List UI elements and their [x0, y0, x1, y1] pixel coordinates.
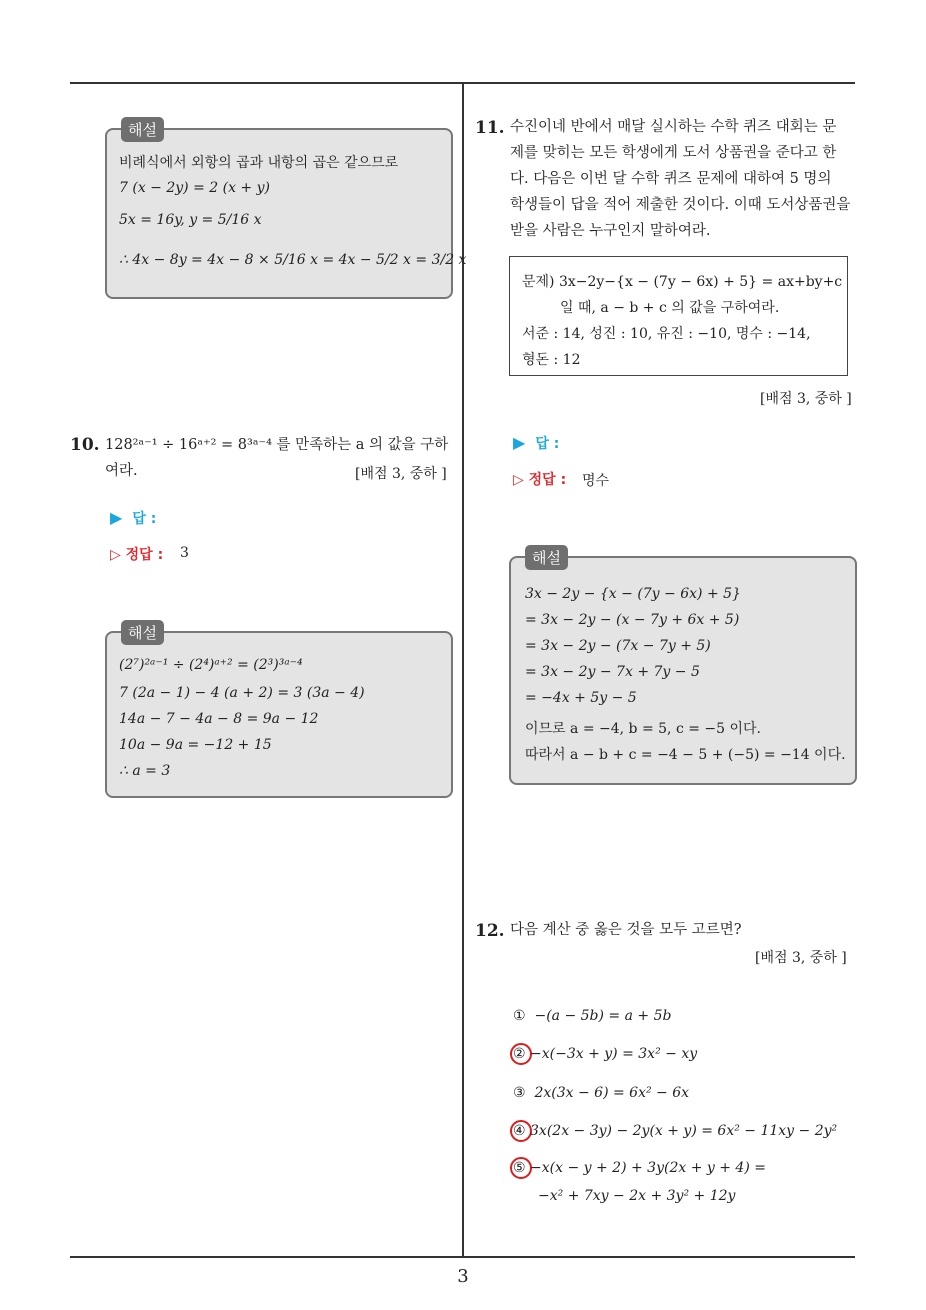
- hollow-play-icon: ▷: [110, 547, 126, 563]
- solution-tag: 해설: [121, 117, 164, 142]
- option-4[interactable]: ④ 3x(2x − 3y) − 2y(x + y) = 6x² − 11xy − 2y²: [513, 1123, 838, 1139]
- solution-tag: 해설: [525, 545, 568, 570]
- explanation-line: 따라서 a − b + c = −4 − 5 + (−5) = −14 이다.: [525, 747, 846, 763]
- explanation-box-q10: [105, 624, 453, 798]
- explanation-line: 7 (x − 2y) = 2 (x + y): [119, 180, 270, 196]
- score-meta: [배점 3, 중하 ]: [760, 391, 852, 407]
- answer-label: ▶ 답 :: [513, 433, 560, 452]
- question-number: 12.: [475, 921, 505, 941]
- solution-tag: 해설: [121, 620, 164, 645]
- score-meta: [배점 3, 중하 ]: [755, 950, 847, 966]
- option-2[interactable]: ② −x(−3x + y) = 3x² − xy: [513, 1046, 698, 1062]
- explanation-line: ∴ 4x − 8y = 4x − 8 × 5/16 x = 4x − 5/2 x = 3/2 x: [119, 252, 467, 268]
- option-3[interactable]: ③ 2x(3x − 6) = 6x² − 6x: [513, 1085, 690, 1101]
- hollow-play-icon: ▷: [513, 472, 529, 488]
- problem-line: 일 때, a − b + c 의 값을 구하여라.: [560, 300, 780, 316]
- correct-answer-value: 명수: [582, 473, 610, 489]
- question-text: 수진이네 반에서 매달 실시하는 수학 퀴즈 대회는 문 제를 맞히는 모든 학생에게 도서 상품권을 준다고 한 다. 다음은 이번 달 수학 퀴즈 문제에 대하여 5 명의 학생들이 답을 적어 제출한 것이다. 이때 도서상품권을 받을 사람은 누구인지 말하여라.: [510, 119, 851, 239]
- explanation-line: = 3x − 2y − (7x − 7y + 5): [525, 638, 711, 654]
- score-meta: [배점 3, 중하 ]: [355, 466, 447, 482]
- play-icon: ▶: [110, 508, 123, 527]
- explanation-line: ∴ a = 3: [119, 763, 171, 779]
- correct-answer-label: ▷ 정답 :: [110, 547, 164, 563]
- correct-answer-label: ▷ 정답 :: [513, 472, 567, 488]
- question-number: 10.: [70, 435, 100, 455]
- explanation-line: 3x − 2y − {x − (7y − 6x) + 5}: [525, 586, 741, 602]
- problem-line: 서준 : 14, 성진 : 10, 유진 : −10, 명수 : −14,: [522, 326, 811, 342]
- option-5[interactable]: ⑤ −x(x − y + 2) + 3y(2x + y + 4) =: [513, 1160, 766, 1176]
- explanation-box-q11: [509, 549, 857, 785]
- answer-label: ▶ 답 :: [110, 508, 157, 527]
- explanation-line: = −4x + 5y − 5: [525, 690, 637, 706]
- option-5-continued: −x² + 7xy − 2x + 3y² + 12y: [538, 1188, 736, 1204]
- explanation-line: 5x = 16y, y = 5/16 x: [119, 212, 262, 228]
- correct-answer-value: 3: [180, 545, 189, 561]
- explanation-line: 이므로 a = −4, b = 5, c = −5 이다.: [525, 721, 761, 737]
- problem-line: 문제) 3x−2y−{x − (7y − 6x) + 5} = ax+by+c: [522, 274, 843, 290]
- question-text: 128²ᵃ⁻¹ ÷ 16ᵃ⁺² = 8³ᵃ⁻⁴ 를 만족하는 a 의 값을 구하: [105, 437, 449, 453]
- question-text: 다음 계산 중 옳은 것을 모두 고르면?: [510, 922, 742, 938]
- explanation-line: 14a − 7 − 4a − 8 = 9a − 12: [119, 711, 319, 727]
- explanation-line: 7 (2a − 1) − 4 (a + 2) = 3 (3a − 4): [119, 685, 365, 701]
- explanation-line: = 3x − 2y − 7x + 7y − 5: [525, 664, 700, 680]
- explanation-line: 비례식에서 외항의 곱과 내항의 곱은 같으므로: [119, 155, 399, 171]
- problem-line: 형돈 : 12: [522, 352, 581, 368]
- page-number: 3: [457, 1266, 469, 1287]
- question-text: 여라.: [105, 463, 138, 479]
- problem-box: [509, 256, 848, 376]
- bottom-rule: [70, 1256, 855, 1258]
- explanation-line: = 3x − 2y − (x − 7y + 6x + 5): [525, 612, 740, 628]
- explanation-line: (2⁷)²ᵃ⁻¹ ÷ (2⁴)ᵃ⁺² = (2³)³ᵃ⁻⁴: [119, 657, 303, 673]
- explanation-box-q9: [105, 121, 467, 299]
- play-icon: ▶: [513, 433, 526, 452]
- question-number: 11.: [475, 118, 505, 138]
- option-1[interactable]: ① −(a − 5b) = a + 5b: [513, 1008, 672, 1024]
- explanation-line: 10a − 9a = −12 + 15: [119, 737, 272, 753]
